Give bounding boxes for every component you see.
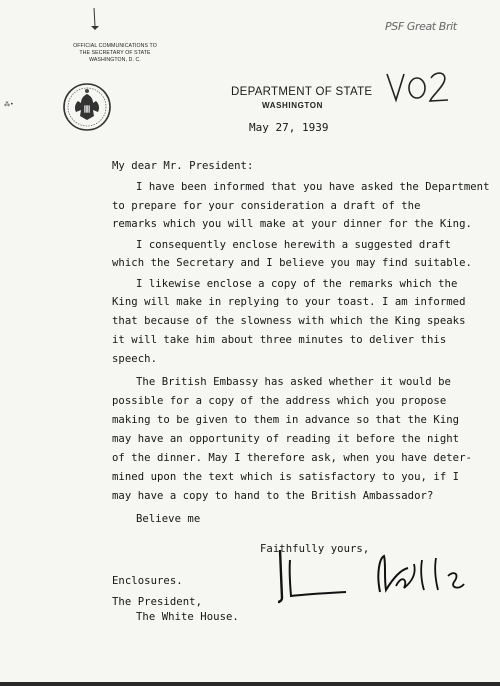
addressee-line: The White House.	[136, 611, 239, 623]
closing-faithfully: Faithfully yours,	[260, 543, 370, 555]
body-line: may have an opportunity of reading it before the night	[112, 433, 460, 445]
body-line: I have been informed that you have asked the Department	[136, 181, 490, 193]
margin-mark: ⁂•	[4, 101, 14, 108]
body-line: may have a copy to hand to the British Ambassador?	[112, 490, 434, 502]
frank-line: OFFICIAL COMMUNICATIONS TO	[73, 43, 157, 49]
body-line: remarks which you will make at your dinner for the King.	[112, 218, 472, 230]
signature-icon	[268, 550, 468, 630]
department-name: DEPARTMENT OF STATE	[231, 86, 373, 98]
addressee-line: The President,	[112, 596, 202, 608]
body-line: speech.	[112, 353, 157, 365]
frank-line: THE SECRETARY OF STATE	[79, 50, 151, 56]
body-line: that because of the slowness with which the King speaks	[112, 315, 466, 327]
body-line: I likewise enclose a copy of the remarks which the	[136, 278, 458, 290]
salutation: My dear Mr. President:	[112, 160, 254, 172]
frank-line: WASHINGTON, D. C.	[89, 57, 141, 63]
letter-date: May 27, 1939	[249, 121, 329, 134]
body-line: which the Secretary and I believe you may find suitable.	[112, 257, 472, 269]
body-line: of the dinner. May I therefore ask, when you have deter-	[112, 452, 472, 464]
letterhead-frank	[60, 43, 170, 64]
body-line: mined upon the text which is satisfactory to you, if I	[112, 471, 460, 483]
body-line: The British Embassy has asked whether it would be	[136, 376, 451, 388]
page-edge	[0, 682, 500, 686]
body-line: making to be given to them in advance so that the King	[112, 414, 460, 426]
enclosures: Enclosures.	[112, 575, 183, 587]
closing-believe: Believe me	[136, 513, 201, 525]
punch-mark-icon	[89, 6, 103, 32]
body-line: to prepare for your consideration a draft of the	[112, 200, 421, 212]
department-city: WASHINGTON	[262, 101, 323, 110]
body-line: possible for a copy of the address which you propose	[112, 395, 447, 407]
body-line: I consequently enclose herewith a suggested draft	[136, 239, 451, 251]
body-line: it will take him about three minutes to deliver this	[112, 334, 447, 346]
state-department-seal-icon	[62, 82, 112, 132]
handwritten-initials-icon	[384, 68, 452, 104]
file-stamp: PSF Great Brit	[385, 20, 457, 33]
body-line: King will make in replying to your toast. I am informed	[112, 296, 466, 308]
